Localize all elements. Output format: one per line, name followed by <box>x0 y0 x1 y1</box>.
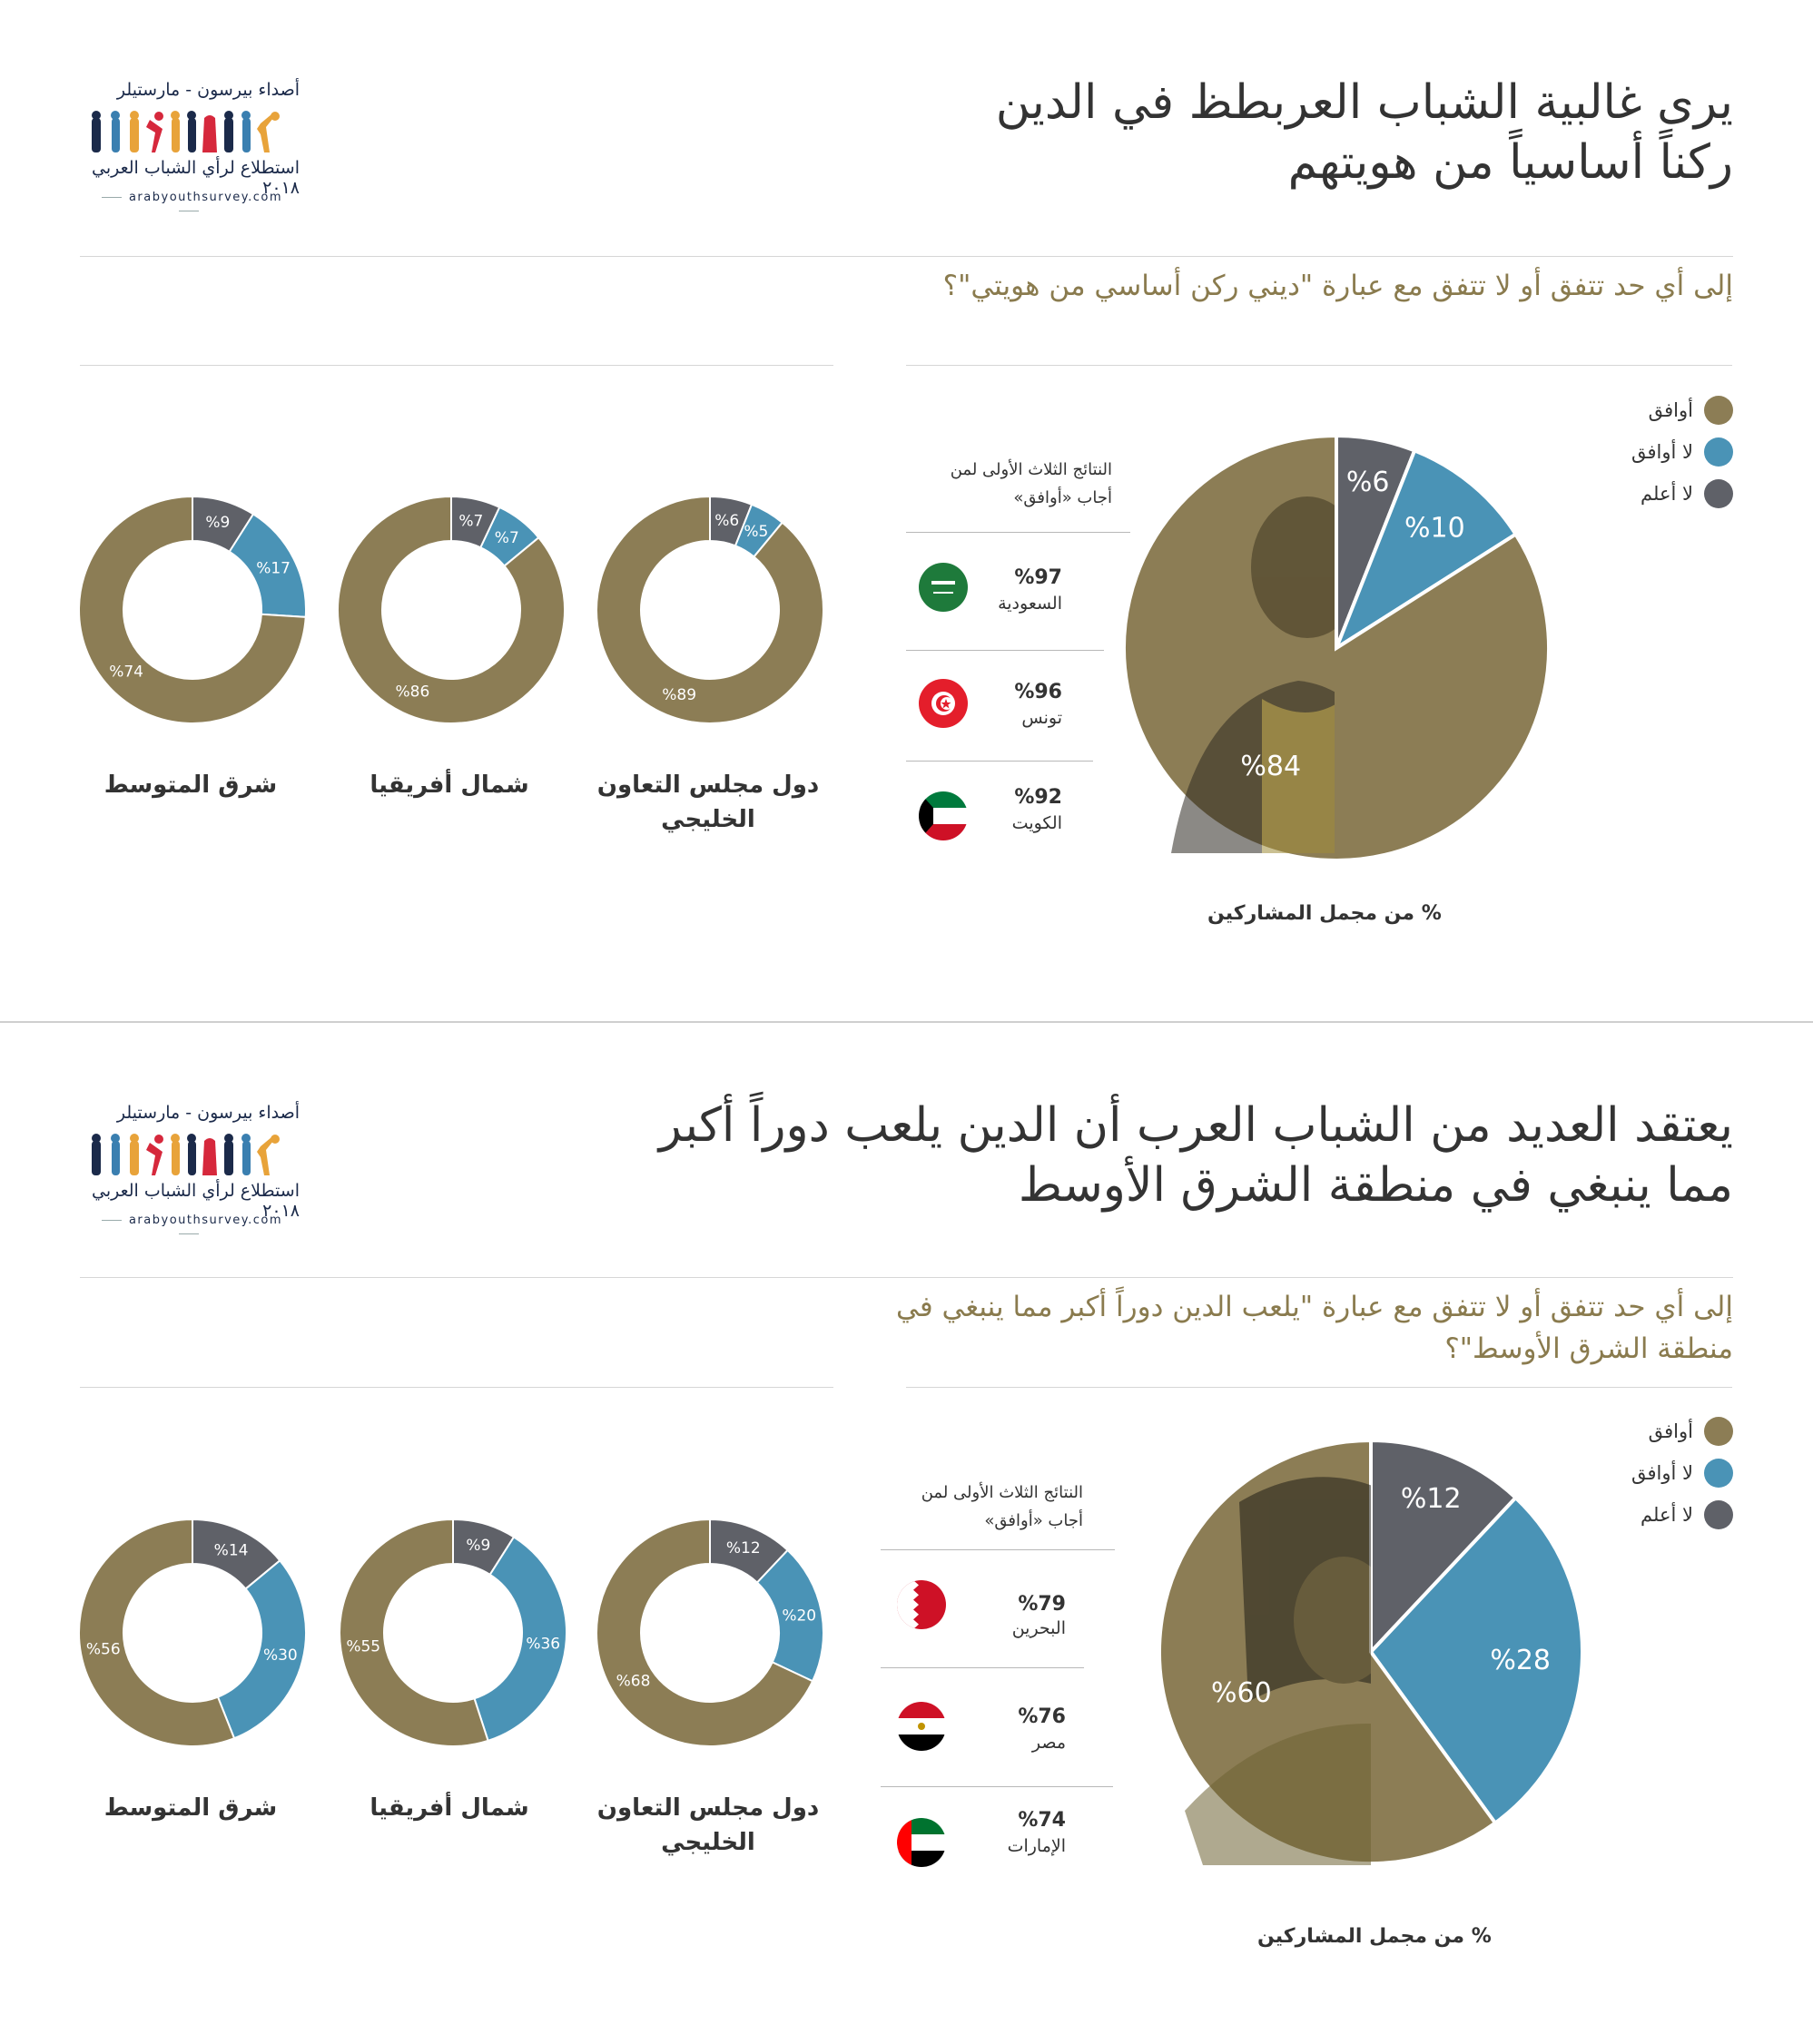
logo-title: أصداء بيرسون - مارستيلر <box>116 1103 300 1123</box>
panel-religion-identity <box>0 0 1813 1021</box>
region-label-north-africa: شمال أفريقيا <box>369 1794 529 1822</box>
region-label-gcc: دول مجلس التعاون الخليجي <box>596 1794 820 1856</box>
donut-value-label: %17 <box>256 559 291 578</box>
title-line-2: مما ينبغي في منطقة الشرق الأوسط <box>1018 1158 1733 1213</box>
legend-label: لا أعلم <box>1641 483 1693 505</box>
row-divider <box>881 1549 1115 1550</box>
legend-agree <box>1649 1417 1733 1446</box>
legend-swatch-disagree <box>1704 437 1733 467</box>
legend-swatch-agree <box>1704 1417 1733 1446</box>
chart-footnote: % من مجمل المشاركين <box>1207 902 1442 925</box>
survey-question <box>896 1286 1733 1370</box>
logo-url: arabyouthsurvey.com <box>77 191 300 218</box>
top3-pct: %76 <box>1018 1705 1066 1728</box>
top3-pct: %92 <box>1014 786 1062 809</box>
divider <box>80 1277 1733 1278</box>
donut-value-label: %89 <box>662 686 697 705</box>
divider <box>80 365 833 366</box>
top3-country: الإمارات <box>1007 1836 1066 1856</box>
legend-label: لا أوافق <box>1631 1462 1693 1484</box>
row-divider <box>906 532 1130 533</box>
pie-value-label: %10 <box>1404 512 1465 545</box>
logo-subtitle: استطلاع لرأي الشباب العربي ٢٠١٨ <box>91 158 300 198</box>
top3-country: تونس <box>1021 708 1062 728</box>
top3-heading-line-2: أجاب «أوافق» <box>1013 488 1112 507</box>
legend-swatch-dont-know <box>1704 479 1733 508</box>
legend-swatch-dont-know <box>1704 1500 1733 1529</box>
pie-value-label: %60 <box>1210 1676 1272 1709</box>
donut-chart-gcc <box>595 1518 826 1749</box>
legend-label: أوافق <box>1648 1420 1693 1442</box>
row-divider <box>906 650 1104 651</box>
flag-egypt-icon <box>897 1702 946 1751</box>
title-line-1: يعتقد العديد من الشباب العرب أن الدين يلعب دوراً أكبر <box>658 1098 1733 1153</box>
logo-people-icon <box>79 111 297 156</box>
donut-value-label: %9 <box>205 513 231 532</box>
donut-value-label: %9 <box>466 1536 491 1555</box>
row-divider <box>881 1786 1113 1787</box>
pie-value-label: %28 <box>1490 1644 1552 1676</box>
row-divider <box>906 761 1093 762</box>
donut-value-label: %30 <box>262 1646 298 1665</box>
top3-pct: %97 <box>1014 566 1062 589</box>
top3-heading-line-1: النتائج الثلاث الأولى لمن <box>950 460 1112 479</box>
pie-value-label: %84 <box>1240 750 1302 782</box>
question-line-1: إلى أي حد تتفق أو لا تتفق مع عبارة "يلعب الدين دوراً أكبر مما ينبغي في <box>896 1291 1733 1323</box>
donut-value-label: %55 <box>346 1637 381 1656</box>
title-line-2: ركناً أساسياً من هويتهم <box>1287 135 1733 190</box>
logo-url: arabyouthsurvey.com <box>77 1214 300 1241</box>
region-label-gcc: دول مجلس التعاون الخليجي <box>596 771 820 833</box>
donut-value-label: %14 <box>213 1541 249 1560</box>
region-label-east-med: شرق المتوسط <box>103 771 278 799</box>
donut-value-label: %7 <box>494 528 519 547</box>
question-line-1: إلى أي حد تتفق أو لا تتفق مع عبارة "ديني ركن أساسي من هويتي"؟ <box>942 270 1733 302</box>
flag-bahrain-icon <box>897 1580 946 1629</box>
top3-country: الكويت <box>1011 813 1062 833</box>
flag-tunisia-icon <box>919 679 968 728</box>
donut-chart-gcc <box>595 495 826 726</box>
top3-country: مصر <box>1031 1733 1066 1753</box>
chart-footnote: % من مجمل المشاركين <box>1257 1925 1492 1948</box>
flag-uae-icon <box>897 1818 946 1867</box>
legend-swatch-disagree <box>1704 1459 1733 1488</box>
page-title <box>659 1096 1733 1215</box>
logo-title: أصداء بيرسون - مارستيلر <box>116 80 300 100</box>
top3-heading <box>867 1479 1083 1535</box>
donut-value-label: %5 <box>744 522 769 541</box>
main-pie-chart <box>1148 1430 1593 1874</box>
question-line-2: منطقة الشرق الأوسط"؟ <box>1444 1332 1733 1365</box>
legend-label: أوافق <box>1648 399 1693 421</box>
top3-heading-line-2: أجاب «أوافق» <box>984 1511 1083 1530</box>
donut-value-label: %36 <box>526 1635 561 1654</box>
legend-disagree <box>1631 437 1733 467</box>
top3-country: السعودية <box>998 594 1062 614</box>
legend-label: لا أوافق <box>1631 441 1693 463</box>
donut-chart-north-africa <box>338 1518 569 1749</box>
donut-value-label: %56 <box>85 1640 121 1659</box>
donut-value-label: %68 <box>616 1672 651 1691</box>
top3-heading-line-1: النتائج الثلاث الأولى لمن <box>921 1483 1083 1502</box>
legend-label: لا أعلم <box>1641 1504 1693 1526</box>
divider <box>80 1387 833 1388</box>
pie-value-label: %6 <box>1345 466 1390 498</box>
divider <box>906 1387 1732 1388</box>
top3-pct: %96 <box>1014 681 1062 703</box>
region-label-north-africa: شمال أفريقيا <box>369 771 529 799</box>
pie-value-label: %12 <box>1400 1483 1462 1516</box>
divider <box>906 365 1732 366</box>
logo <box>77 80 300 216</box>
legend-disagree <box>1631 1459 1733 1488</box>
top3-pct: %79 <box>1018 1593 1066 1616</box>
panel-religion-role <box>0 1021 1813 2044</box>
region-label-east-med: شرق المتوسط <box>103 1794 278 1822</box>
legend-dont-know <box>1641 479 1733 508</box>
logo <box>77 1103 300 1239</box>
legend-agree <box>1649 396 1733 425</box>
title-line-1: يرى غالبية الشباب العربطظ في الدين <box>995 75 1733 130</box>
donut-value-label: %74 <box>109 663 144 682</box>
survey-question <box>943 265 1733 307</box>
top3-pct: %74 <box>1018 1809 1066 1832</box>
flag-saudi-icon <box>919 563 968 612</box>
page-title <box>996 73 1733 192</box>
row-divider <box>881 1667 1084 1668</box>
top3-country: البحرين <box>1011 1618 1066 1638</box>
legend-dont-know <box>1641 1500 1733 1529</box>
main-pie-chart <box>1117 427 1552 871</box>
flag-kuwait-icon <box>919 791 968 840</box>
donut-value-label: %86 <box>395 683 430 702</box>
legend-swatch-agree <box>1704 396 1733 425</box>
donut-value-label: %20 <box>782 1607 817 1626</box>
logo-people-icon <box>79 1134 297 1179</box>
donut-chart-east-med <box>77 1518 309 1749</box>
donut-chart-north-africa <box>336 495 567 726</box>
donut-slice-agree <box>596 496 823 723</box>
donut-value-label: %7 <box>458 512 484 531</box>
logo-subtitle: استطلاع لرأي الشباب العربي ٢٠١٨ <box>91 1181 300 1221</box>
donut-value-label: %12 <box>725 1539 761 1558</box>
donut-value-label: %6 <box>714 511 740 530</box>
divider <box>80 256 1733 257</box>
donut-chart-east-med <box>77 495 309 726</box>
top3-heading <box>890 456 1112 512</box>
